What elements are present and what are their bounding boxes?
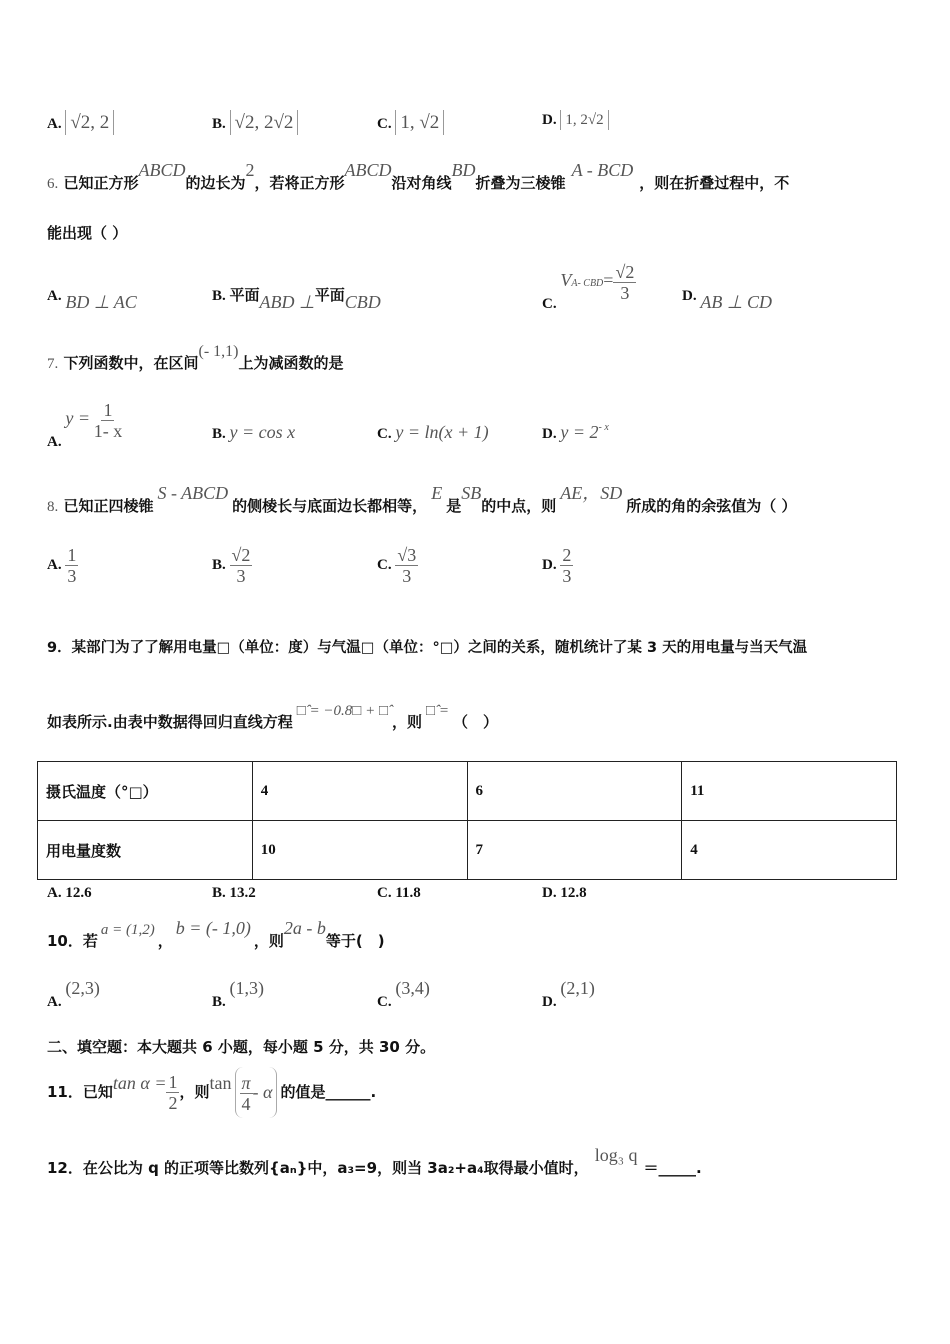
table-row xyxy=(38,762,897,821)
option-value: √2, 2 xyxy=(65,110,114,135)
option-label: C. xyxy=(377,994,392,1010)
q5-option-d xyxy=(542,112,609,129)
math: BD xyxy=(451,160,476,180)
fraction xyxy=(240,1073,253,1114)
q7-option-c xyxy=(377,422,489,443)
text: 所成的角的余弦值为（ ） xyxy=(626,497,797,515)
option-value: 1, √2 xyxy=(395,110,444,135)
denominator: 2 xyxy=(168,1093,178,1113)
text: 如表所示.由表中数据得回归直线方程 xyxy=(47,713,293,731)
equals: = xyxy=(603,269,614,290)
text: ，则在折叠过程中，不 xyxy=(639,174,790,192)
option-value: (2,3) xyxy=(65,978,100,998)
math: b = (- 1,0) xyxy=(175,918,251,938)
option-label: D. xyxy=(682,288,697,304)
text: 12．在公比为 q 的正项等比数列{aₙ}中，a₃=9，则当 3a₂+a₄取得最小值时， xyxy=(47,1159,589,1177)
fraction xyxy=(230,545,253,586)
math: log₃ q xyxy=(594,1145,638,1165)
option-value: 12.8 xyxy=(560,885,587,901)
denominator: 3 xyxy=(67,566,77,586)
q8-option-c xyxy=(377,545,418,586)
denominator: 1- x xyxy=(93,421,123,441)
math: (- 1,1) xyxy=(198,343,239,360)
option-value: 12.6 xyxy=(65,885,92,901)
q8-option-b xyxy=(212,545,252,586)
data-table xyxy=(37,761,897,880)
option-label: B. xyxy=(212,288,226,304)
math: y = xyxy=(65,407,90,428)
option-label: B. xyxy=(212,426,226,442)
table-cell: 10 xyxy=(252,821,467,880)
option-label: C. xyxy=(377,556,392,573)
q7-option-b xyxy=(212,422,295,443)
option-label: A. xyxy=(47,288,62,304)
regression-equation: □̂ = −0.8□ + □̂ xyxy=(296,703,388,719)
option-label: C. xyxy=(377,885,392,901)
fraction xyxy=(560,545,573,586)
table-cell: 4 xyxy=(682,821,897,880)
question-12-stem xyxy=(47,1145,702,1178)
option-label: C. xyxy=(377,426,392,442)
numerator: 1 xyxy=(67,545,77,565)
question-8-stem xyxy=(47,483,797,517)
option-value: V xyxy=(560,269,572,290)
math: SB xyxy=(461,483,482,503)
q10-option-d xyxy=(542,978,595,1011)
text: ＝_____. xyxy=(643,1159,702,1177)
q7-option-d xyxy=(542,422,609,443)
numerator: √3 xyxy=(397,545,417,565)
option-label: D. xyxy=(542,885,557,901)
option-label: D. xyxy=(542,556,557,573)
text: 下列函数中，在区间 xyxy=(63,354,199,372)
option-label: D. xyxy=(542,994,557,1010)
q8-option-a xyxy=(47,545,78,586)
option-label: A. xyxy=(47,885,62,901)
option-value: BD ⊥ AC xyxy=(65,292,137,312)
q9-option-b xyxy=(212,885,256,902)
table-cell: 摄氏温度（°□） xyxy=(38,762,253,821)
q9-option-d xyxy=(542,885,587,902)
section-heading: 二、填空题：本大题共 6 小题，每小题 5 分，共 30 分。 xyxy=(47,1038,436,1056)
table-cell: 6 xyxy=(467,762,682,821)
q5-option-b xyxy=(212,112,298,134)
math: a = (1,2) xyxy=(100,922,155,938)
math: - α xyxy=(252,1082,273,1102)
math: E xyxy=(431,483,443,503)
question-number: 8. xyxy=(47,499,59,515)
question-number: 11．已知 xyxy=(47,1083,113,1101)
math: AE，SD xyxy=(560,483,623,503)
text: ，若将正方形 xyxy=(254,174,345,192)
subscript: A- CBD xyxy=(571,277,604,289)
q8-option-d xyxy=(542,545,573,586)
question-6-stem xyxy=(47,160,790,194)
math: S - ABCD xyxy=(157,483,229,503)
q7-option-a xyxy=(47,400,123,450)
question-9-stem-cont xyxy=(47,703,498,733)
option-value: CBD xyxy=(344,292,381,312)
option-label: D. xyxy=(542,112,557,128)
q5-option-a xyxy=(47,112,114,134)
q6-option-a xyxy=(47,284,137,312)
q6-option-c xyxy=(542,262,636,312)
math: □̂ = xyxy=(426,703,449,719)
text: ， xyxy=(157,932,173,950)
numerator: 1 xyxy=(103,400,113,420)
math: ABCD xyxy=(344,160,392,180)
q9-option-a xyxy=(47,885,92,902)
math: 2 xyxy=(245,160,255,180)
option-value: (3,4) xyxy=(395,978,430,998)
option-label: B. xyxy=(212,556,226,573)
text: ，则 xyxy=(179,1083,210,1101)
math: tan xyxy=(209,1073,232,1093)
option-value: (2,1) xyxy=(560,978,595,998)
text: 的中点，则 xyxy=(481,497,557,515)
option-value: y = ln(x + 1) xyxy=(395,422,489,442)
denominator: 3 xyxy=(620,283,630,303)
numerator: 2 xyxy=(562,545,572,565)
option-value: (1,3) xyxy=(229,978,265,998)
question-7-stem xyxy=(47,343,344,374)
text: 已知正四棱锥 xyxy=(63,497,154,515)
option-label: B. xyxy=(212,116,226,132)
option-label: B. xyxy=(212,885,226,901)
table-row xyxy=(38,821,897,880)
option-value: AB ⊥ CD xyxy=(700,292,773,312)
fraction xyxy=(65,545,78,586)
text: 的边长为 xyxy=(185,174,246,192)
option-label: D. xyxy=(542,426,557,442)
question-10-stem xyxy=(47,918,385,952)
q10-option-c xyxy=(377,978,430,1011)
q10-option-a xyxy=(47,978,100,1011)
math: ABCD xyxy=(138,160,186,180)
table-cell: 4 xyxy=(252,762,467,821)
option-value: ABD ⊥ xyxy=(259,292,315,312)
math: A - BCD xyxy=(571,160,634,180)
option-label: B. xyxy=(212,994,226,1010)
question-number: 7. xyxy=(47,356,59,372)
option-label: C. xyxy=(377,116,392,132)
option-value: 1, 2√2 xyxy=(560,110,608,130)
question-number: 6. xyxy=(47,176,59,192)
fraction xyxy=(166,1072,179,1113)
question-6-stem-cont: 能出现（ ） xyxy=(47,224,128,242)
table-cell: 用电量度数 xyxy=(38,821,253,880)
fraction xyxy=(395,545,418,586)
fraction xyxy=(613,262,636,303)
superscript: - x xyxy=(598,422,609,433)
numerator: 1 xyxy=(168,1072,178,1092)
option-label: A. xyxy=(47,433,62,450)
question-11-stem xyxy=(47,1066,376,1118)
math: 2a - b xyxy=(283,918,326,938)
text: 沿对角线 xyxy=(391,174,452,192)
table-cell: 7 xyxy=(467,821,682,880)
question-number: 10．若 xyxy=(47,932,98,950)
text: ，则 xyxy=(392,713,423,731)
text: ，则 xyxy=(253,932,284,950)
text: 平面 xyxy=(229,286,260,304)
fraction xyxy=(94,400,123,441)
option-value: y = 2 xyxy=(560,422,599,442)
table-cell: 11 xyxy=(682,762,897,821)
option-label: A. xyxy=(47,994,62,1010)
option-value: 11.8 xyxy=(395,885,421,901)
numerator: √2 xyxy=(231,545,251,565)
math: tan α = xyxy=(112,1073,167,1093)
text: 是 xyxy=(446,497,462,515)
option-label: A. xyxy=(47,556,62,573)
denominator: 3 xyxy=(236,566,246,586)
denominator: 3 xyxy=(562,566,572,586)
text: 等于( ) xyxy=(325,932,385,950)
option-value: 13.2 xyxy=(229,885,256,901)
question-9-stem: 9．某部门为了了解用电量□（单位：度）与气温□（单位：°□）之间的关系，随机统计了某 3 天的用电量与当天气温 xyxy=(47,640,808,656)
text: 折叠为三棱锥 xyxy=(475,174,566,192)
text: 平面 xyxy=(314,286,345,304)
text: （ ） xyxy=(452,713,498,731)
q6-option-b xyxy=(212,284,381,312)
text: 的值是______. xyxy=(280,1083,377,1101)
denominator: 4 xyxy=(241,1094,251,1114)
denominator: 3 xyxy=(402,566,412,586)
numerator: √2 xyxy=(615,262,635,282)
option-value: y = cos x xyxy=(229,422,296,442)
q5-option-c xyxy=(377,112,444,134)
option-label: C. xyxy=(542,295,557,312)
text: 的侧棱长与底面边长都相等， xyxy=(232,497,428,515)
text: 已知正方形 xyxy=(63,174,139,192)
text: 上为减函数的是 xyxy=(238,354,344,372)
q9-option-c xyxy=(377,885,421,902)
q10-option-b xyxy=(212,978,265,1011)
numerator: π xyxy=(241,1073,251,1093)
option-label: A. xyxy=(47,116,62,132)
q6-option-d xyxy=(682,284,773,312)
option-value: √2, 2√2 xyxy=(230,110,299,135)
